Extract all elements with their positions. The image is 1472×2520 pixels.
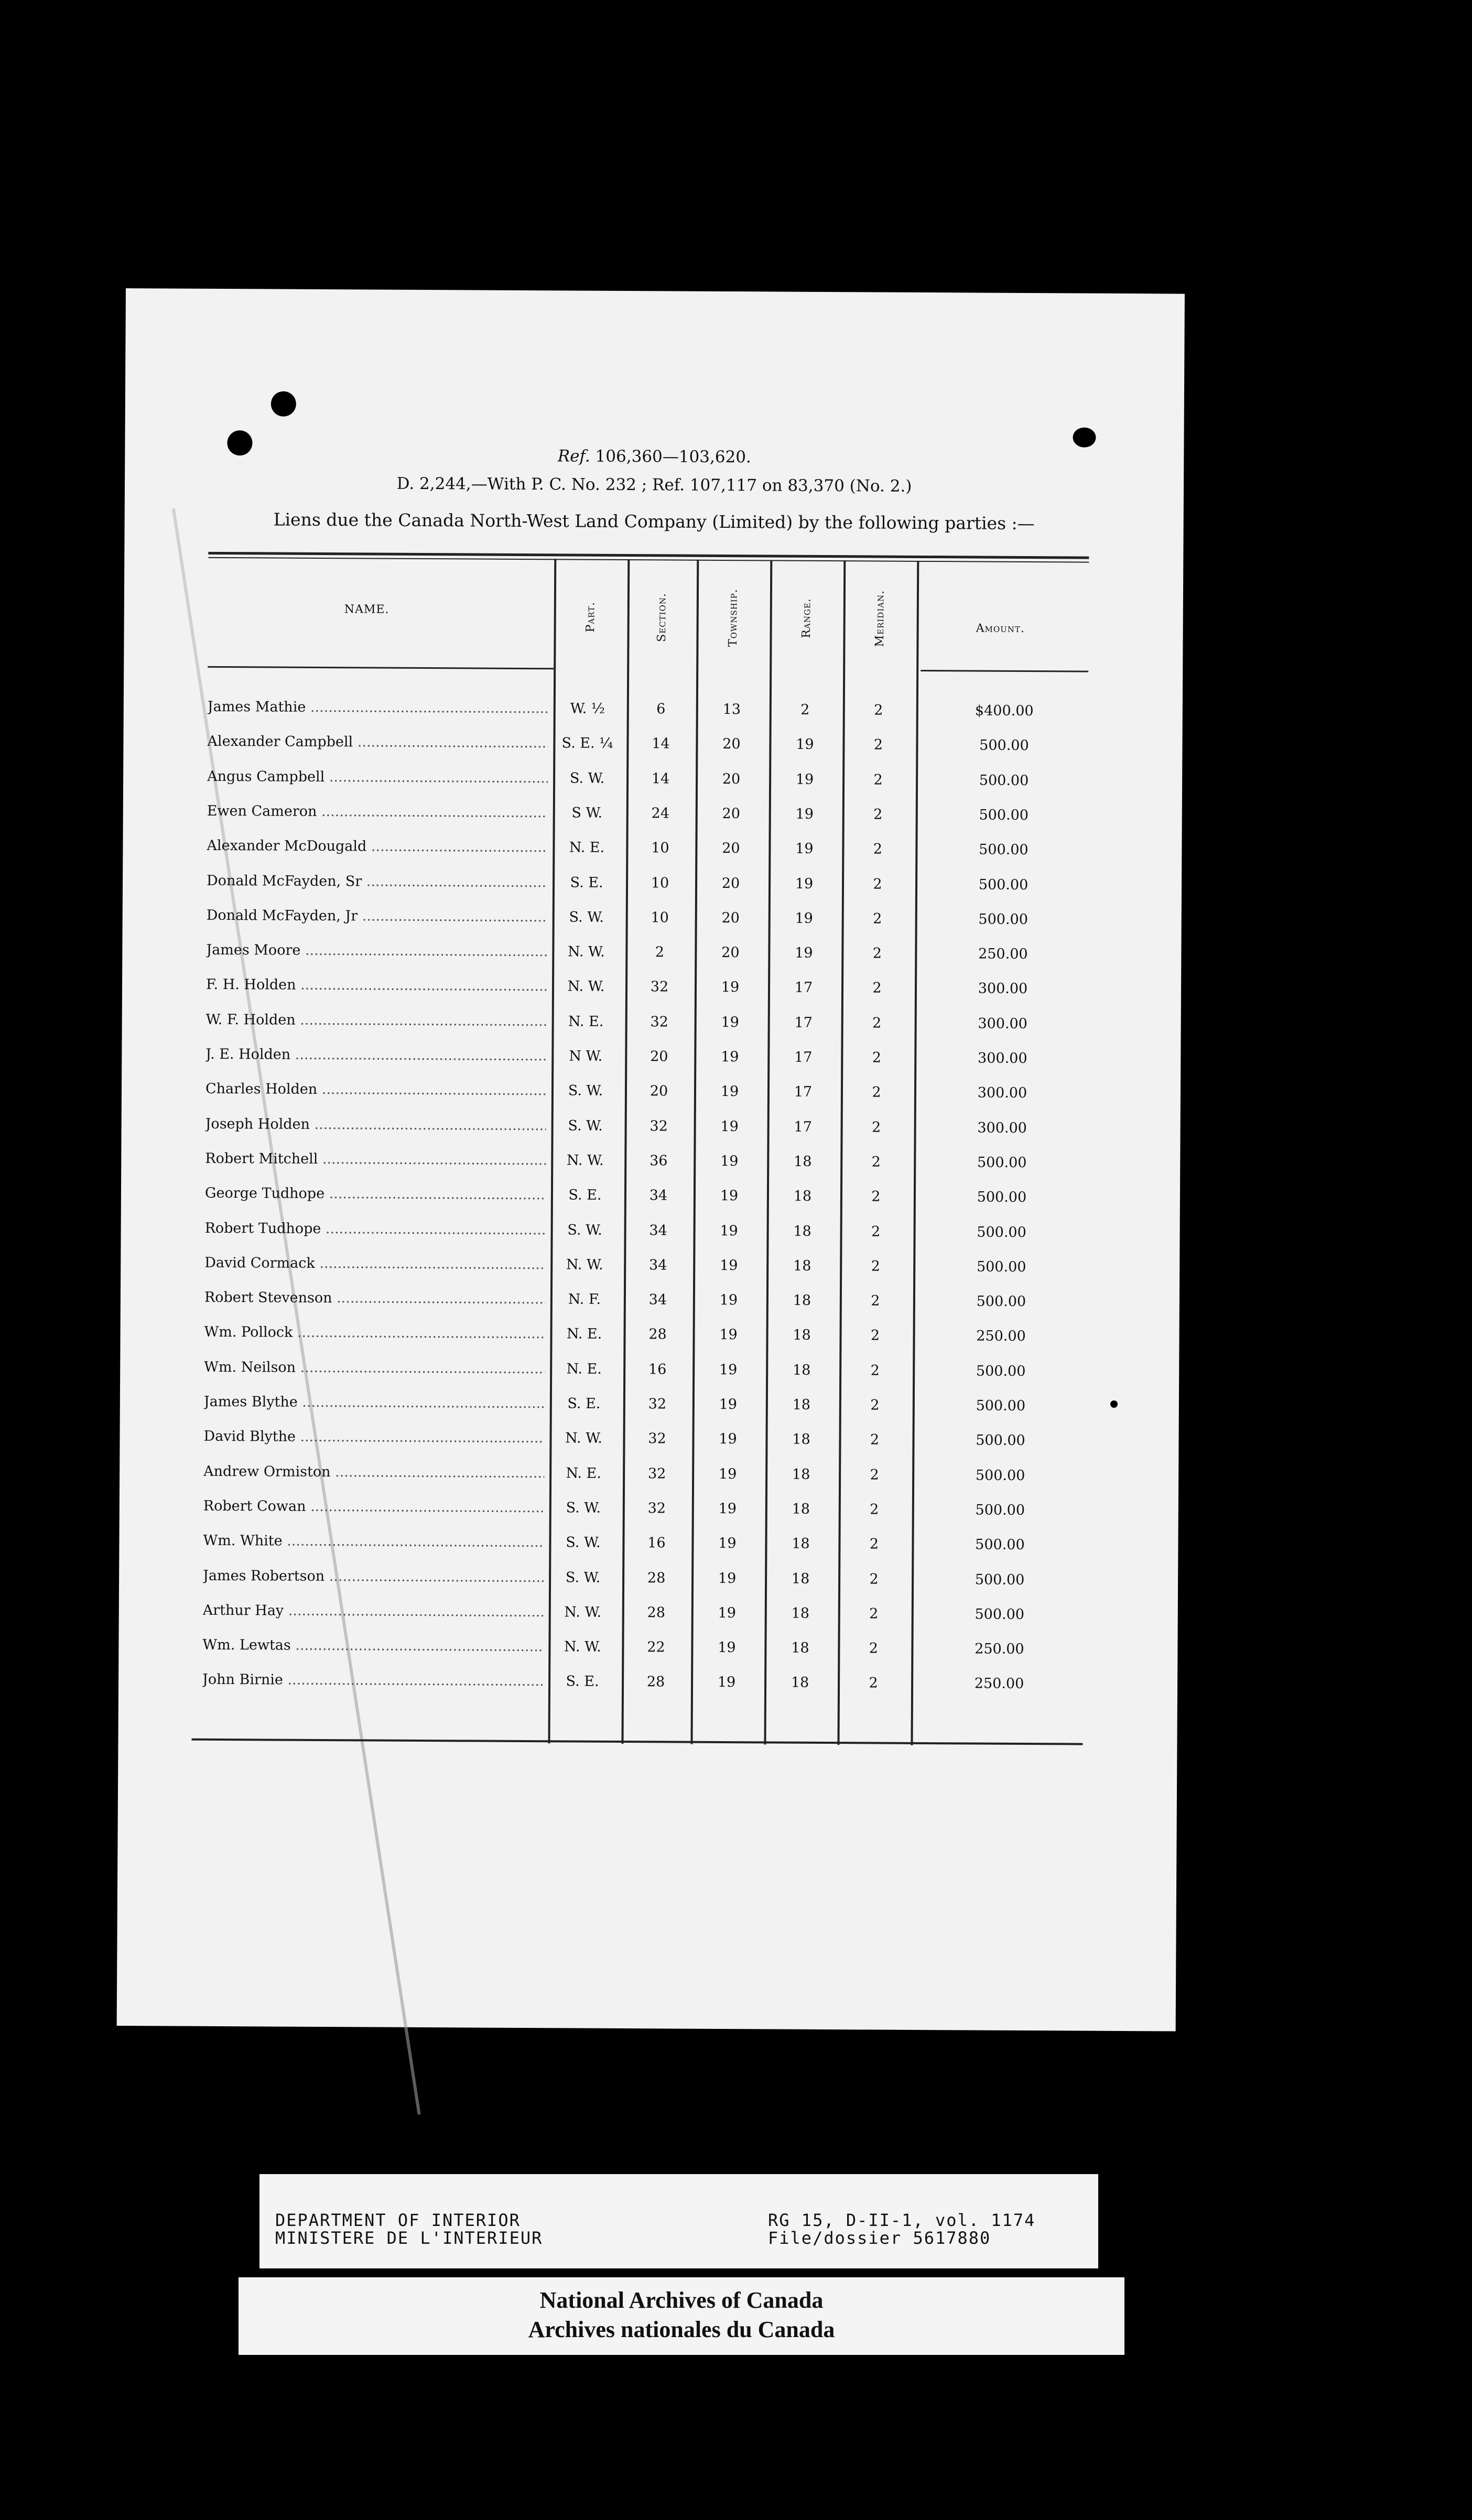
file-number: File/dossier 5617880 <box>768 2228 991 2248</box>
cell-meridian: 2 <box>873 841 883 857</box>
cell-range: 17 <box>794 1118 812 1135</box>
cell-section: 10 <box>651 909 669 926</box>
cell-township: 20 <box>722 736 741 753</box>
cell-amount: 300.00 <box>977 1050 1027 1067</box>
cell-amount: 250.00 <box>978 946 1028 963</box>
column-header-section: Section. <box>655 592 669 642</box>
archive-name-fr: Archives nationales du Canada <box>528 2317 835 2342</box>
cell-part: N. E. <box>566 1465 601 1482</box>
cell-meridian: 2 <box>873 736 883 753</box>
cell-meridian: 2 <box>871 1223 881 1240</box>
cell-amount: 500.00 <box>975 1571 1025 1588</box>
cell-meridian: 2 <box>870 1431 880 1448</box>
table-row <box>123 733 1182 773</box>
cell-section: 32 <box>647 1500 666 1517</box>
cell-township: 19 <box>718 1604 737 1621</box>
cell-section: 32 <box>650 979 669 995</box>
cell-township: 19 <box>720 1118 739 1135</box>
cell-amount: 500.00 <box>975 1467 1025 1484</box>
cell-township: 19 <box>719 1431 737 1448</box>
cell-township: 19 <box>719 1396 738 1413</box>
cell-section: 32 <box>650 1117 668 1135</box>
cell-meridian: 2 <box>871 1258 880 1275</box>
cell-range: 18 <box>792 1431 810 1448</box>
cell-range: 18 <box>793 1292 811 1309</box>
archive-reference-label <box>259 2174 1098 2268</box>
cell-amount: 500.00 <box>979 737 1029 754</box>
cell-amount: 500.00 <box>979 807 1029 823</box>
cell-part: S. E. <box>566 1673 599 1690</box>
cell-amount: 500.00 <box>977 1154 1027 1171</box>
cell-meridian: 2 <box>869 1536 879 1552</box>
cell-range: 19 <box>795 910 813 927</box>
cell-part: S. W. <box>568 1117 603 1134</box>
cell-amount: 500.00 <box>978 911 1029 928</box>
cell-name: Wm. Neilson ..... <box>204 1359 545 1376</box>
cell-amount: 500.00 <box>975 1536 1025 1554</box>
cell-township: 19 <box>718 1500 737 1517</box>
cell-section: 28 <box>648 1326 667 1343</box>
table-row <box>122 1011 1181 1051</box>
cell-range: 18 <box>792 1535 810 1552</box>
column-header-township: Township. <box>726 589 740 647</box>
cell-meridian: 2 <box>871 1188 881 1205</box>
cell-amount: 500.00 <box>975 1502 1025 1518</box>
table-row <box>121 1289 1179 1329</box>
department-en: DEPARTMENT OF INTERIOR <box>275 2210 521 2230</box>
cell-name: Robert Cowan ..... <box>203 1498 544 1516</box>
cell-section: 32 <box>648 1430 666 1447</box>
cell-name: James Moore ..... <box>206 942 547 960</box>
cell-meridian: 2 <box>873 772 883 788</box>
cell-township: 19 <box>721 979 740 996</box>
cell-amount: 500.00 <box>979 772 1029 789</box>
cell-amount: 500.00 <box>977 1189 1027 1206</box>
cell-part: S W. <box>571 805 603 821</box>
cell-amount: 500.00 <box>976 1293 1026 1310</box>
table-row <box>121 1254 1179 1295</box>
table-row <box>119 1567 1178 1607</box>
column-header-amount: Amount. <box>976 622 1025 635</box>
punch-hole <box>1073 427 1096 447</box>
cell-part: N. F. <box>568 1291 601 1308</box>
cell-amount: 300.00 <box>978 1015 1027 1032</box>
cell-section: 32 <box>650 1013 668 1030</box>
cell-township: 20 <box>721 909 740 926</box>
cell-section: 2 <box>655 944 665 961</box>
cell-name: Robert Tudhope ..... <box>205 1220 546 1237</box>
cell-section: 36 <box>650 1153 668 1169</box>
cell-name: Alexander McDougald ..... <box>207 838 547 855</box>
cell-meridian: 2 <box>872 980 882 996</box>
cell-meridian: 2 <box>872 1015 882 1031</box>
cell-name: F. H. Holden ..... <box>206 976 547 994</box>
header-rule-amount <box>921 670 1088 672</box>
cell-township: 19 <box>720 1153 739 1170</box>
cell-name: James Robertson ..... <box>203 1567 544 1585</box>
table-row <box>124 698 1183 738</box>
cell-range: 17 <box>794 1049 813 1066</box>
cell-township: 19 <box>719 1257 738 1274</box>
department-fr: MINISTERE DE L'INTERIEUR <box>275 2228 543 2248</box>
cell-meridian: 2 <box>871 1154 881 1170</box>
cell-range: 18 <box>792 1362 811 1378</box>
cell-part: N. E. <box>566 1361 602 1377</box>
table-row <box>123 872 1182 912</box>
cell-section: 24 <box>651 805 670 822</box>
cell-name: Wm. Lewtas ..... <box>202 1637 543 1655</box>
cell-meridian: 2 <box>870 1362 880 1379</box>
cell-part: W. ½ <box>570 700 605 717</box>
table-row <box>122 976 1181 1016</box>
cell-section: 28 <box>647 1604 666 1621</box>
cell-name: Wm. Pollock ..... <box>204 1324 545 1342</box>
cell-township: 19 <box>720 1083 739 1100</box>
cell-meridian: 2 <box>871 1292 880 1309</box>
cell-amount: 300.00 <box>977 1084 1027 1102</box>
table-row <box>118 1671 1177 1711</box>
cell-section: 20 <box>650 1048 668 1065</box>
cell-part: N. E. <box>568 1013 604 1030</box>
cell-section: 6 <box>656 701 666 718</box>
cell-name: Wm. White ..... <box>203 1533 544 1550</box>
cell-meridian: 2 <box>870 1397 880 1414</box>
cell-meridian: 2 <box>874 702 883 719</box>
cell-section: 32 <box>647 1465 666 1482</box>
cell-township: 19 <box>717 1674 736 1691</box>
cell-name: David Blythe ..... <box>203 1428 544 1446</box>
cell-meridian: 2 <box>869 1640 879 1657</box>
cell-name: John Birnie ..... <box>202 1671 543 1689</box>
cell-amount: 500.00 <box>979 841 1029 859</box>
cell-part: N. E. <box>566 1326 602 1343</box>
cell-range: 18 <box>794 1153 812 1170</box>
cell-part: S. W. <box>566 1500 601 1516</box>
cell-meridian: 2 <box>872 1049 882 1066</box>
cell-meridian: 2 <box>871 1119 881 1136</box>
cell-name: Andrew Ormiston ..... <box>203 1463 544 1481</box>
table-row <box>121 1115 1180 1156</box>
cell-part: N. W. <box>566 1152 604 1169</box>
cell-range: 19 <box>796 736 814 753</box>
cell-section: 32 <box>648 1396 667 1413</box>
document-page <box>117 288 1185 2032</box>
table-row <box>122 1046 1181 1086</box>
header-rule-name <box>208 666 554 669</box>
column-header-part: Part. <box>584 601 598 633</box>
cell-name: James Mathie ..... <box>208 699 548 716</box>
table-row <box>120 1393 1179 1433</box>
column-header-range: Range. <box>800 598 814 638</box>
cell-section: 34 <box>649 1187 668 1204</box>
column-header-name: NAME. <box>344 603 389 616</box>
cell-township: 19 <box>718 1465 737 1482</box>
table-row <box>120 1428 1178 1468</box>
cell-section: 10 <box>651 840 669 856</box>
cell-amount: 300.00 <box>977 1120 1027 1136</box>
table-row <box>119 1532 1178 1572</box>
table-row <box>122 907 1181 947</box>
cell-section: 28 <box>646 1674 665 1690</box>
cell-range: 18 <box>793 1327 811 1344</box>
cell-part: S. W. <box>568 1082 603 1100</box>
cell-name: James Blythe ..... <box>204 1394 545 1411</box>
cell-section: 34 <box>648 1257 667 1274</box>
cell-range: 18 <box>792 1501 810 1517</box>
cell-amount: 500.00 <box>978 876 1029 893</box>
reference-line-2: D. 2,244,—With P. C. No. 232 ; Ref. 107,117 on 83,370 (No. 2.) <box>396 474 912 496</box>
table-bottom-rule <box>191 1739 1083 1745</box>
cell-range: 19 <box>795 806 814 822</box>
cell-township: 20 <box>721 875 740 892</box>
cell-name: Angus Campbell ..... <box>207 768 548 786</box>
cell-part: N. W. <box>567 978 605 995</box>
record-group: RG 15, D-II-1, vol. 1174 <box>768 2210 1036 2230</box>
page-title: Liens due the Canada North-West Land Company (Limited) by the following parties :— <box>273 509 1035 534</box>
cell-part: N. W. <box>564 1638 601 1655</box>
archive-name-label <box>239 2277 1124 2355</box>
cell-range: 18 <box>791 1675 809 1691</box>
cell-amount: 500.00 <box>977 1224 1026 1241</box>
cell-range: 18 <box>791 1639 809 1656</box>
ref-label: Ref. <box>557 447 590 466</box>
cell-meridian: 2 <box>872 945 882 962</box>
table-row <box>120 1463 1178 1503</box>
table-row <box>121 1185 1180 1225</box>
cell-section: 34 <box>649 1222 667 1239</box>
cell-section: 28 <box>647 1569 666 1586</box>
table-row <box>123 837 1182 877</box>
cell-part: N. W. <box>566 1256 603 1273</box>
cell-township: 20 <box>722 770 741 787</box>
cell-range: 18 <box>793 1188 812 1205</box>
table-row <box>120 1323 1179 1364</box>
column-header-meridian: Meridian. <box>873 590 887 647</box>
cell-meridian: 2 <box>870 1467 879 1483</box>
cell-name: Joseph Holden ..... <box>205 1115 546 1133</box>
cell-name: Arthur Hay ..... <box>203 1602 544 1620</box>
cell-amount: 250.00 <box>976 1328 1026 1345</box>
cell-amount: 500.00 <box>976 1258 1026 1275</box>
cell-part: N. W. <box>567 943 605 960</box>
cell-meridian: 2 <box>873 875 882 893</box>
table-row <box>118 1636 1177 1677</box>
cell-name: Donald McFayden, Jr ..... <box>207 907 547 925</box>
table-row <box>120 1359 1179 1399</box>
table-row <box>122 941 1181 982</box>
cell-range: 17 <box>794 1083 813 1101</box>
cell-part: N. W. <box>564 1604 602 1621</box>
cell-name: J. E. Holden ..... <box>205 1046 546 1064</box>
cell-section: 22 <box>647 1639 665 1656</box>
cell-part: S. W. <box>566 1534 601 1551</box>
cell-amount: $400.00 <box>975 702 1034 720</box>
cell-name: Robert Stevenson ..... <box>204 1289 545 1307</box>
cell-amount: 300.00 <box>978 980 1028 997</box>
cell-range: 19 <box>795 875 814 892</box>
cell-range: 17 <box>794 1014 813 1031</box>
cell-range: 18 <box>793 1223 811 1240</box>
cell-township: 19 <box>720 1222 738 1239</box>
cell-range: 18 <box>791 1605 810 1622</box>
cell-section: 16 <box>648 1361 667 1378</box>
cell-name: Ewen Cameron ..... <box>207 803 548 821</box>
cell-range: 18 <box>793 1257 811 1274</box>
cell-township: 19 <box>721 1014 739 1030</box>
cell-township: 19 <box>720 1188 739 1204</box>
table-row <box>121 1150 1180 1190</box>
cell-range: 19 <box>795 840 814 857</box>
cell-township: 19 <box>718 1639 736 1656</box>
cell-range: 18 <box>791 1570 810 1587</box>
cell-amount: 250.00 <box>974 1675 1024 1692</box>
cell-township: 20 <box>722 805 741 822</box>
cell-amount: 250.00 <box>975 1641 1024 1658</box>
cell-township: 20 <box>722 840 740 857</box>
table-row <box>120 1497 1178 1538</box>
cell-meridian: 2 <box>869 1675 878 1691</box>
cell-range: 17 <box>794 980 813 996</box>
cell-meridian: 2 <box>869 1605 879 1622</box>
cell-range: 2 <box>800 701 810 718</box>
cell-name: George Tudhope ..... <box>205 1185 546 1203</box>
cell-name: Charles Holden ..... <box>205 1081 546 1099</box>
cell-section: 34 <box>648 1291 667 1308</box>
cell-township: 19 <box>719 1361 738 1378</box>
cell-part: S. W. <box>567 1221 602 1239</box>
cell-part: S. W. <box>569 770 605 787</box>
cell-range: 19 <box>795 771 814 788</box>
cell-name: David Cormack ..... <box>204 1255 545 1273</box>
table-row <box>123 768 1182 808</box>
table-row <box>121 1219 1179 1259</box>
cell-part: N W. <box>569 1048 603 1065</box>
cell-part: S. W. <box>569 909 604 926</box>
reference-line-1 <box>125 444 1184 469</box>
cell-part: S. E. ¼ <box>561 735 613 752</box>
ref-numbers: 106,360—103,620. <box>595 447 751 467</box>
table-row <box>119 1602 1178 1642</box>
cell-township: 19 <box>719 1292 738 1309</box>
cell-township: 19 <box>718 1535 737 1552</box>
cell-part: N. E. <box>569 839 605 856</box>
table-row <box>122 1080 1181 1121</box>
cell-meridian: 2 <box>873 910 882 927</box>
cell-name: Donald McFayden, Sr ..... <box>207 872 547 890</box>
cell-township: 19 <box>718 1570 737 1587</box>
punch-hole <box>271 391 296 416</box>
archive-name-en: National Archives of Canada <box>539 2287 824 2313</box>
cell-amount: 500.00 <box>976 1432 1025 1449</box>
cell-amount: 500.00 <box>976 1397 1026 1415</box>
cell-township: 13 <box>722 701 741 718</box>
cell-township: 19 <box>719 1327 738 1343</box>
cell-range: 18 <box>792 1396 811 1413</box>
cell-meridian: 2 <box>870 1501 879 1518</box>
cell-section: 14 <box>651 770 670 787</box>
cell-section: 20 <box>650 1083 668 1100</box>
cell-range: 19 <box>795 944 813 961</box>
cell-section: 10 <box>651 874 669 891</box>
cell-range: 18 <box>792 1466 810 1483</box>
cell-part: S. E. <box>570 874 603 891</box>
cell-amount: 500.00 <box>976 1363 1026 1380</box>
cell-meridian: 2 <box>872 1084 881 1101</box>
cell-meridian: 2 <box>873 806 883 823</box>
cell-name: Alexander Campbell ..... <box>207 733 548 751</box>
speck <box>1110 1400 1118 1408</box>
cell-name: W. F. Holden ..... <box>206 1012 547 1029</box>
cell-part: S. E. <box>567 1395 601 1412</box>
cell-name: Robert Mitchell ..... <box>205 1150 546 1168</box>
cell-township: 20 <box>721 944 740 961</box>
cell-section: 16 <box>647 1535 666 1551</box>
cell-meridian: 2 <box>870 1327 880 1344</box>
cell-section: 14 <box>652 735 670 752</box>
cell-township: 19 <box>721 1048 739 1066</box>
cell-part: N. W. <box>565 1430 602 1447</box>
cell-amount: 500.00 <box>975 1606 1025 1623</box>
cell-part: S. W. <box>565 1569 601 1586</box>
cell-part: S. E. <box>568 1187 602 1203</box>
table-row <box>123 802 1182 843</box>
cell-meridian: 2 <box>869 1570 879 1588</box>
